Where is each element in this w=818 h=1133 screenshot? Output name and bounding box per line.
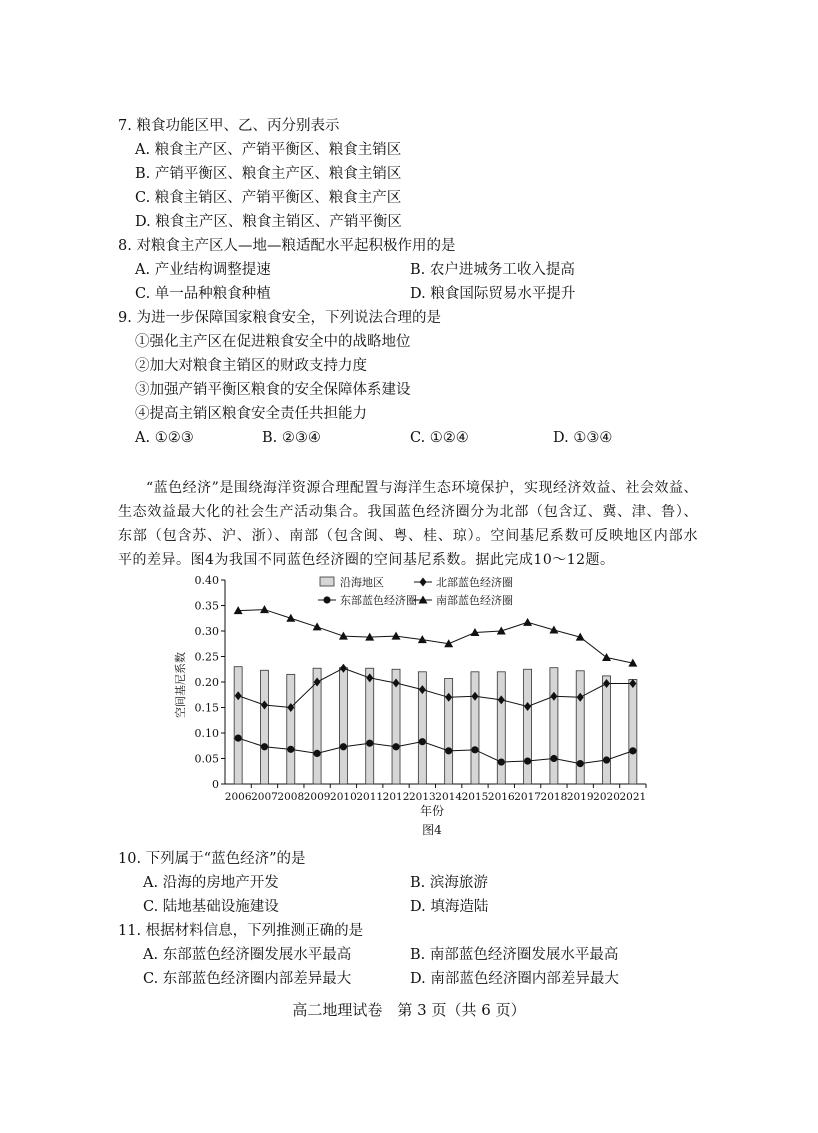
- x-tick-label: 2018: [540, 791, 568, 803]
- y-tick-label: 0.40: [194, 574, 219, 587]
- series-line-3: [238, 610, 633, 664]
- x-tick-label: 2012: [382, 791, 410, 803]
- bar-2017: [524, 669, 532, 784]
- y-tick-label: 0.35: [194, 599, 219, 613]
- point-circle-2020: [603, 756, 610, 763]
- point-circle-2008: [287, 746, 294, 753]
- legend-label: 北部蓝色经济圈: [436, 576, 513, 589]
- q9-item-4: ④提高主销区粮食安全责任共担能力: [135, 406, 367, 422]
- point-circle-2007: [261, 743, 268, 750]
- chart-y-axis-label: 空间基尼系数: [174, 652, 187, 718]
- bar-2018: [550, 668, 558, 784]
- q9-option-b: B. ②③④: [262, 430, 321, 446]
- q8-option-b: B. 农户进城务工收入提高: [410, 262, 575, 278]
- chart-caption: 图4: [422, 823, 442, 837]
- bar-2015: [471, 672, 479, 784]
- y-tick-label: 0.05: [194, 752, 219, 766]
- q10-option-d: D. 填海造陆: [410, 899, 489, 915]
- legend-swatch-bar: [320, 577, 334, 586]
- point-circle-2017: [524, 757, 531, 764]
- gini-chart: [168, 570, 658, 850]
- bar-2007: [260, 670, 268, 784]
- point-circle-2021: [629, 747, 636, 754]
- q10-option-a: A. 沿海的房地产开发: [143, 875, 279, 891]
- q7-option-b: B. 产销平衡区、粮食主产区、粮食主销区: [135, 166, 402, 182]
- q10-option-b: B. 滨海旅游: [410, 875, 488, 891]
- x-tick-label: 2013: [408, 791, 436, 803]
- point-circle-2015: [471, 746, 478, 753]
- chart-x-axis-label: 年份: [419, 804, 445, 818]
- x-tick-label: 2007: [251, 791, 278, 803]
- q9-option-c: C. ①②④: [410, 430, 469, 446]
- point-circle-2013: [419, 738, 426, 745]
- legend-marker-diamond: [420, 578, 427, 587]
- x-tick-label: 2016: [487, 791, 515, 803]
- x-tick-label: 2006: [224, 791, 252, 803]
- chart-legend: [318, 575, 513, 607]
- x-tick-label: 2021: [619, 791, 647, 803]
- series-line-1: [238, 668, 633, 707]
- q11-option-a: A. 东部蓝色经济圈发展水平最高: [143, 947, 352, 963]
- series-line-2: [238, 738, 633, 764]
- bar-2020: [603, 676, 611, 784]
- x-tick-label: 2019: [566, 791, 594, 803]
- q8-option-c: C. 单一品种粮食种植: [135, 286, 271, 302]
- point-circle-2016: [498, 758, 505, 765]
- point-triangle-2008: [286, 614, 295, 622]
- point-triangle-2007: [260, 605, 269, 613]
- q11-stem: 11. 根据材料信息，下列推测正确的是: [118, 923, 364, 939]
- point-circle-2011: [366, 740, 373, 747]
- q8-option-a: A. 产业结构调整提速: [135, 262, 271, 278]
- q7-option-d: D. 粮食主产区、粮食主销区、产销平衡区: [135, 214, 402, 230]
- q7-stem: 7. 粮食功能区甲、乙、丙分别表示: [118, 118, 340, 134]
- point-circle-2018: [550, 755, 557, 762]
- y-tick-label: 0.20: [194, 676, 219, 689]
- material-text: “蓝色经济”是围绕海洋资源合理配置与海洋生态环境保护，实现经济效益、社会效益、生态效益最大化的社会生产活动集合。我国蓝色经济圈分为北部（包含辽、冀、津、鲁）、东部（包含苏、沪、浙）、南部（包含闽、粤、桂、琼）。空间基尼系数可反映地区内部水平的差异。图4为我国不同蓝色经济圈的空间基尼系数。据此完成10～12题。: [118, 480, 698, 568]
- bar-2011: [366, 668, 374, 784]
- x-tick-label: 2020: [593, 791, 620, 803]
- point-triangle-2020: [602, 653, 611, 661]
- legend-label: 南部蓝色经济圈: [436, 594, 513, 607]
- x-tick-label: 2011: [356, 791, 384, 803]
- chart-bars: [234, 667, 637, 784]
- page-footer: 高二地理试卷 第 3 页（共 6 页）: [292, 1001, 526, 1019]
- y-tick-label: 0.30: [194, 625, 219, 638]
- y-tick-label: 0.15: [194, 701, 219, 715]
- y-tick-label: 0: [212, 778, 219, 791]
- point-circle-2009: [313, 750, 320, 757]
- x-tick-label: 2009: [303, 791, 331, 803]
- bar-2010: [339, 668, 347, 784]
- q7-option-a: A. 粮食主产区、产销平衡区、粮食主销区: [135, 142, 402, 158]
- q11-option-b: B. 南部蓝色经济圈发展水平最高: [410, 947, 619, 963]
- x-tick-label: 2010: [330, 791, 357, 803]
- x-tick-label: 2014: [435, 791, 463, 803]
- q10-option-c: C. 陆地基础设施建设: [143, 899, 279, 915]
- point-triangle-2009: [313, 622, 322, 630]
- q9-item-2: ②加大对粮食主销区的财政支持力度: [135, 358, 367, 374]
- legend-marker-circle: [323, 596, 330, 603]
- q7-option-c: C. 粮食主销区、产销平衡区、粮食主产区: [135, 190, 402, 206]
- q8-option-d: D. 粮食国际贸易水平提升: [410, 286, 576, 302]
- q8-stem: 8. 对粮食主产区人—地—粮适配水平起积极作用的是: [118, 238, 456, 254]
- q9-stem: 9. 为进一步保障国家粮食安全，下列说法合理的是: [118, 310, 441, 326]
- point-triangle-2016: [497, 627, 506, 635]
- y-tick-label: 0.10: [194, 727, 219, 740]
- bar-2016: [497, 672, 505, 784]
- point-circle-2014: [445, 747, 452, 754]
- point-triangle-2017: [523, 618, 532, 626]
- x-tick-label: 2015: [461, 791, 489, 803]
- x-tick-label: 2008: [277, 791, 305, 803]
- point-circle-2012: [392, 743, 399, 750]
- q11-option-c: C. 东部蓝色经济圈内部差异最大: [143, 971, 352, 987]
- point-triangle-2012: [392, 632, 401, 640]
- y-tick-label: 0.25: [194, 650, 219, 664]
- q9-item-3: ③加强产销平衡区粮食的安全保障体系建设: [135, 382, 411, 398]
- point-triangle-2010: [339, 632, 348, 640]
- point-circle-2010: [340, 743, 347, 750]
- point-circle-2006: [235, 735, 242, 742]
- q9-option-d: D. ①③④: [553, 430, 613, 446]
- q10-stem: 10. 下列属于“蓝色经济”的是: [118, 851, 306, 867]
- q9-option-a: A. ①②③: [135, 430, 194, 446]
- point-circle-2019: [577, 760, 584, 767]
- x-tick-label: 2017: [514, 791, 541, 803]
- q9-item-1: ①强化主产区在促进粮食安全中的战略地位: [135, 334, 411, 350]
- material-paragraph: [118, 476, 698, 572]
- bar-2006: [234, 667, 242, 784]
- bar-2021: [629, 679, 637, 784]
- legend-label: 沿海地区: [340, 576, 384, 589]
- bar-2008: [287, 674, 295, 784]
- legend-label: 东部蓝色经济圈: [340, 594, 417, 607]
- q11-option-d: D. 南部蓝色经济圈内部差异最大: [410, 971, 619, 987]
